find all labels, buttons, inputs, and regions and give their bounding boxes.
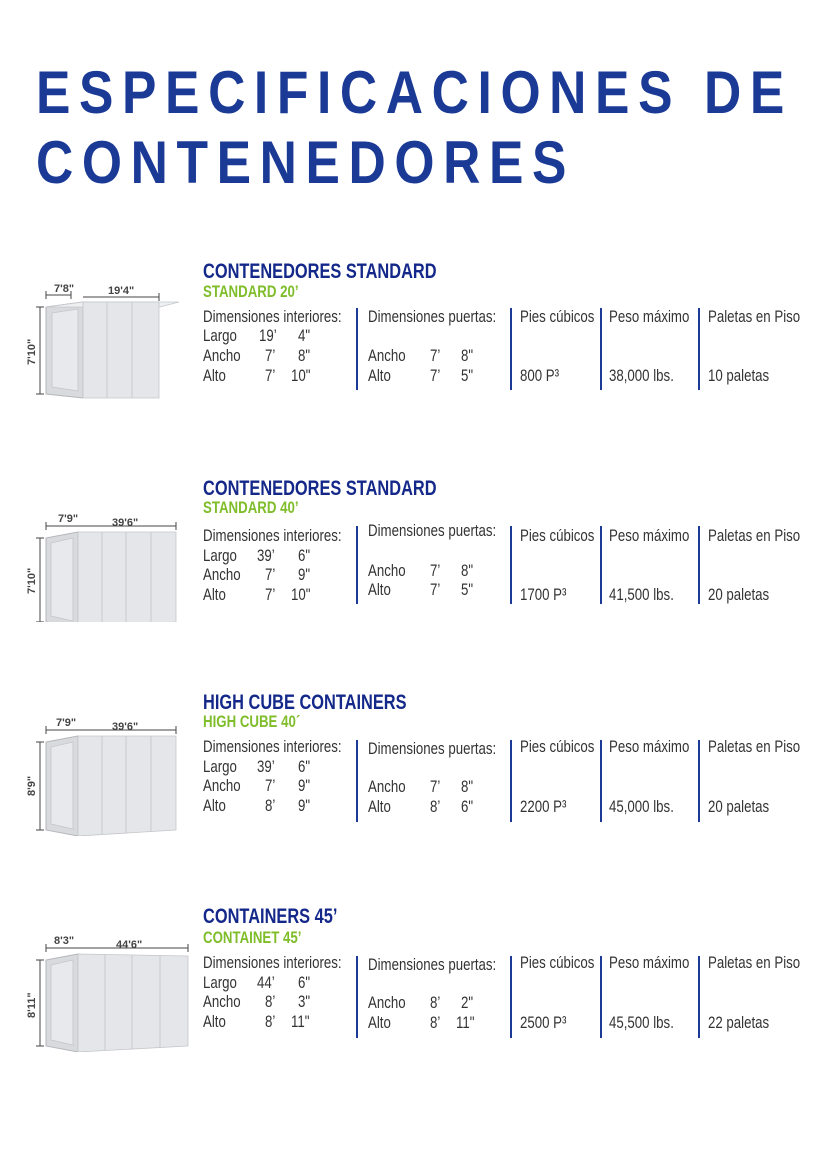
length-label: 19'4" [108,285,135,297]
cubic-feet-value: 2500 P³ [520,1013,567,1032]
pallets-value: 22 paletas [708,1013,770,1032]
container-drawing [26,716,196,836]
width-label: 8'3" [54,935,75,947]
cubic-feet-header: Pies cúbicos [520,953,595,972]
pallets-header: Paletas en Piso [708,953,801,972]
door-dimensions-header: Dimensiones puertas: [368,521,497,540]
column-divider [600,740,602,822]
interior-dimensions-header: Dimensiones interiores: [203,953,342,972]
cubic-feet-header: Pies cúbicos [520,307,595,326]
container-drawing [26,932,196,1052]
page-title-line-2: CONTENEDORES [36,129,575,196]
page-title [36,58,793,198]
cubic-feet-value: 2200 P³ [520,797,567,816]
container-spec-section-45: 8'3" 44'6" 8'11" CONTAINERS 45’ CONTAINET 45’ Dimensiones interiores: Dimensiones puertas: Pies cúbicos Peso máximo Paletas en Piso Largo 44’ 6" Ancho 8’ 3" Alto 8’ 11" Ancho 8’ 2" Alto 8’ 11" 2500 P³ 45,500 lbs. 22 paletas [0,904,832,1064]
section-title: CONTAINERS 45’ [203,905,338,928]
container-box [46,954,188,1052]
width-label: 7'9" [56,717,77,729]
column-divider [510,526,512,604]
column-divider [356,526,358,604]
container-box [46,736,176,836]
pallets-value: 10 paletas [708,366,770,385]
column-divider [600,526,602,604]
max-weight-header: Peso máximo [609,307,690,326]
container-spec-section-standard-20: 7'8" 19'4" 7'10" CONTENEDORES STANDARD STANDARD 20’ Dimensiones interiores: Dimensiones puertas: Pies cúbicos Peso máximo Paletas en Piso Largo 19’ 4" Ancho 7’ 8" Alto 7’ 10" Ancho 7’ 8" Alto 7’ 5" 800 P³ 38,000 lbs. 10 paletas [0,255,832,415]
height-label: 8'11" [26,992,38,1018]
section-title: HIGH CUBE CONTAINERS [203,691,407,714]
max-weight-value: 38,000 lbs. [609,366,674,385]
height-label: 7'10" [26,567,38,594]
pallets-value: 20 paletas [708,585,770,604]
section-title: CONTENEDORES STANDARD [203,260,437,283]
max-weight-header: Peso máximo [609,526,690,545]
container-spec-section-high-cube-40: 7'9" 39'6" 8'9" HIGH CUBE CONTAINERS HIGH CUBE 40´ Dimensiones interiores: Dimensiones puertas: Pies cúbicos Peso máximo Paletas en Piso Largo 39’ 6" Ancho 7’ 9" Alto 8’ 9" Ancho 7’ 8" Alto 8’ 6" 2200 P³ 45,000 lbs. 20 paletas [0,688,832,848]
container-box [46,302,179,398]
pallets-value: 20 paletas [708,797,770,816]
height-label: 8'9" [26,775,38,796]
interior-dimensions-header: Dimensiones interiores: [203,526,342,545]
pallets-header: Paletas en Piso [708,526,801,545]
container-drawing [26,283,196,403]
door-dimensions-header: Dimensiones puertas: [368,739,497,758]
column-divider [698,956,700,1038]
column-divider [510,956,512,1038]
interior-dimensions-header: Dimensiones interiores: [203,307,342,326]
column-divider [698,308,700,390]
height-label: 7'10" [26,338,38,365]
length-label: 44'6" [116,939,143,951]
column-divider [356,956,358,1038]
column-divider [356,740,358,822]
length-label: 39'6" [112,721,139,733]
pallets-header: Paletas en Piso [708,737,801,756]
cubic-feet-header: Pies cúbicos [520,737,595,756]
cubic-feet-value: 1700 P³ [520,585,567,604]
column-divider [698,526,700,604]
width-label: 7'8" [54,283,75,295]
max-weight-header: Peso máximo [609,953,690,972]
container-drawing [26,502,196,622]
door-dimensions-header: Dimensiones puertas: [368,955,497,974]
column-divider [510,740,512,822]
length-label: 39'6" [112,517,139,529]
max-weight-value: 41,500 lbs. [609,585,674,604]
max-weight-header: Peso máximo [609,737,690,756]
door-dimensions-header: Dimensiones puertas: [368,307,497,326]
section-subtitle: CONTAINET 45’ [203,928,302,947]
container-box [46,532,176,622]
cubic-feet-header: Pies cúbicos [520,526,595,545]
pallets-header: Paletas en Piso [708,307,801,326]
container-spec-section-standard-40: 7'9" 39'6" 7'10" CONTENEDORES STANDARD STANDARD 40’ Dimensiones interiores: Dimensiones puertas: Pies cúbicos Peso máximo Paletas en Piso Largo 39’ 6" Ancho 7’ 9" Alto 7’ 10" Ancho 7’ 8" Alto 7’ 5" 1700 P³ 41,500 lbs. 20 paletas [0,474,832,634]
max-weight-value: 45,500 lbs. [609,1013,674,1032]
width-label: 7'9" [58,513,79,525]
column-divider [510,308,512,390]
section-subtitle: STANDARD 40’ [203,498,299,517]
column-divider [600,308,602,390]
interior-dimensions-header: Dimensiones interiores: [203,737,342,756]
cubic-feet-value: 800 P³ [520,366,560,385]
page-title-line-1: ESPECIFICACIONES DE [36,59,793,126]
column-divider [600,956,602,1038]
column-divider [356,308,358,390]
section-subtitle: STANDARD 20’ [203,282,299,301]
column-divider [698,740,700,822]
max-weight-value: 45,000 lbs. [609,797,674,816]
section-subtitle: HIGH CUBE 40´ [203,712,301,731]
section-title: CONTENEDORES STANDARD [203,477,437,500]
